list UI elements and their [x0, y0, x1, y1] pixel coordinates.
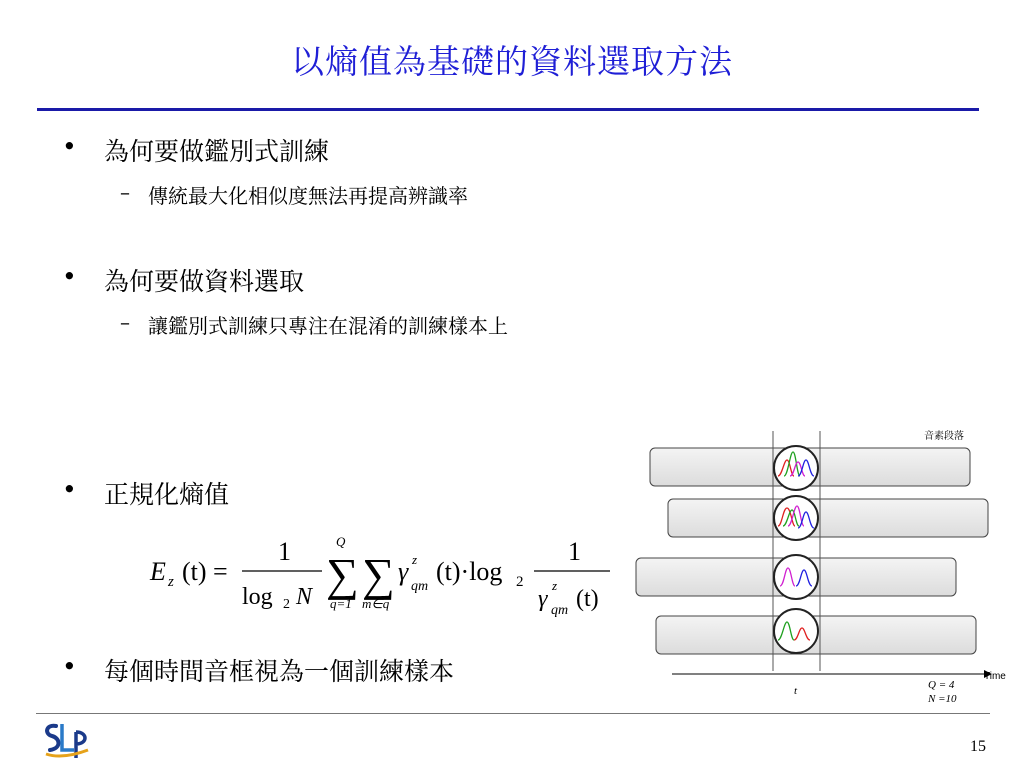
bullet-text: 正規化熵值 [104, 480, 230, 509]
frame-t-label: t [794, 685, 798, 697]
title-underline [37, 108, 979, 111]
n-count-label: N =10 [928, 693, 957, 705]
formula-frac2-num: 1 [568, 537, 581, 566]
sub-bullet-dash: – [120, 180, 130, 204]
entropy-formula [140, 528, 620, 618]
bullet-dot: • [62, 262, 77, 291]
slp-logo [42, 720, 94, 760]
formula-frac1-base: 2 [283, 597, 290, 612]
summation-symbol: ∑ [326, 549, 359, 600]
frame-circle [774, 609, 818, 653]
formula-E-sub: z [168, 574, 174, 590]
summation-symbol: ∑ [362, 549, 395, 600]
frame-circle [774, 446, 818, 490]
formula-lhs-arg: (t) = [182, 557, 228, 586]
footer-divider [36, 713, 990, 714]
sub-bullet-dash: – [120, 310, 130, 334]
formula-frac1-num: 1 [278, 537, 291, 566]
segment-row [668, 499, 988, 537]
diagram-top-label: 音素段落 [924, 431, 964, 442]
formula-sum2-bottom: m∈q [362, 596, 390, 611]
bullet-text: 每個時間音框視為一個訓練樣本 [104, 657, 455, 686]
bullet-text: 為何要做鑑別式訓練 [104, 137, 330, 166]
formula-frac2-arg: (t) [576, 586, 599, 612]
sub-bullet-text: 傳統最大化相似度無法再提高辨識率 [148, 184, 468, 208]
formula-gamma-sub: qm [411, 579, 429, 594]
formula-E: E [150, 557, 166, 586]
frame-circle [774, 555, 818, 599]
formula-gamma-sup: z [412, 552, 418, 567]
time-axis-label: Time [984, 671, 1006, 682]
sub-bullet-text: 讓鑑別式訓練只專注在混淆的訓練樣本上 [148, 314, 508, 338]
formula-sum1-top: Q [336, 534, 346, 549]
bullet-dot: • [62, 652, 77, 681]
phone-segment-diagram [632, 426, 1012, 711]
page-number: 15 [970, 738, 986, 755]
bullet-dot: • [62, 475, 77, 504]
formula-gamma: γ [398, 557, 409, 586]
q-count-label: Q = 4 [928, 679, 955, 691]
formula-frac2-gamma-sub: qm [551, 603, 569, 618]
bullet-dot: • [62, 132, 77, 161]
formula-gamma-arg: (t)·log [436, 557, 503, 586]
formula-frac2-gamma: γ [538, 586, 548, 612]
formula-frac2-gamma-sup: z [552, 578, 558, 593]
formula-log-base: 2 [516, 574, 524, 590]
bullet-text: 為何要做資料選取 [104, 267, 305, 296]
formula-sum1-bottom: q=1 [330, 596, 352, 611]
formula-frac1-N: N [296, 584, 313, 610]
formula-frac1-log: log [242, 584, 273, 610]
slide-title: 以熵值為基礎的資料選取方法 [291, 42, 733, 81]
